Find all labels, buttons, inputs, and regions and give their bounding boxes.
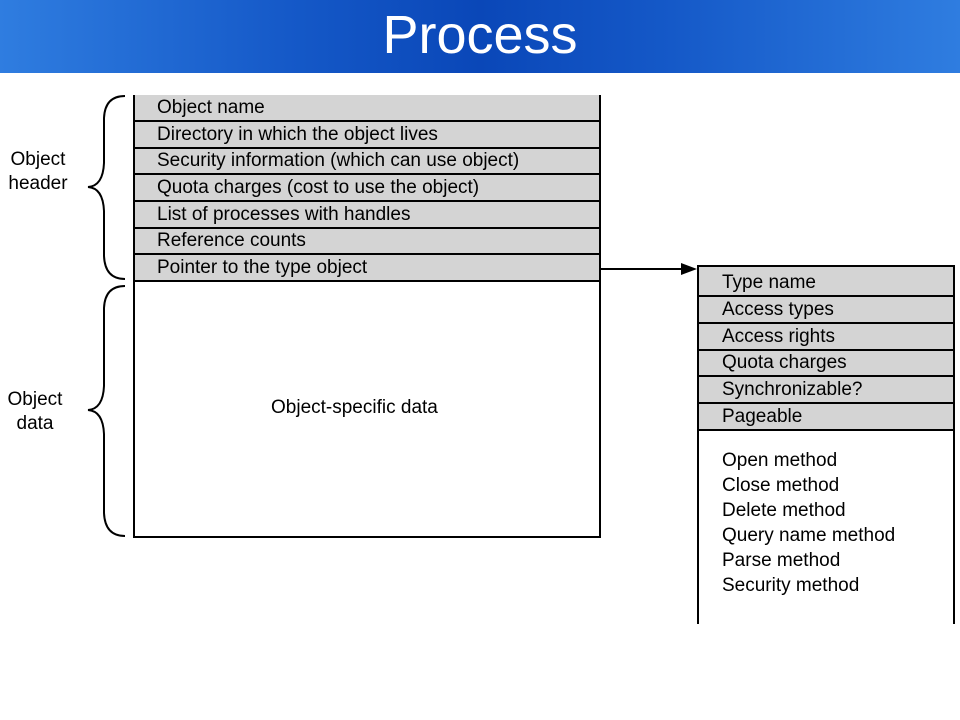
type-object-row: Access types: [699, 297, 953, 324]
method-item: Delete method: [722, 500, 846, 521]
type-object-row: Type name: [699, 267, 953, 297]
object-header-row: Object name: [135, 95, 599, 122]
object-header-row: Pointer to the type object: [135, 255, 599, 282]
object-header-label-line1: Object: [10, 149, 66, 170]
type-object-row: Synchronizable?: [699, 377, 953, 404]
type-object-row: Quota charges: [699, 351, 953, 377]
method-item: Open method: [722, 450, 838, 471]
object-header-label-line2: header: [8, 173, 68, 194]
object-box: [133, 95, 601, 538]
slide-title: Process: [382, 5, 578, 65]
object-header-row: Reference counts: [135, 229, 599, 255]
object-header-row: List of processes with handles: [135, 202, 599, 229]
object-header-row: Security information (which can use object): [135, 149, 599, 175]
object-header-brace: [88, 96, 125, 279]
object-data-brace: [88, 286, 125, 536]
object-data-label-line1: Object: [7, 389, 63, 410]
method-item: Parse method: [722, 550, 841, 571]
method-item: Query name method: [722, 525, 896, 546]
type-object-box: [697, 265, 955, 635]
object-data-label-line2: data: [16, 413, 54, 434]
object-specific-data-text: Object-specific data: [271, 397, 438, 418]
object-header-row: Quota charges (cost to use the object): [135, 175, 599, 202]
object-header-row: Directory in which the object lives: [135, 122, 599, 149]
type-object-row: Pageable: [699, 404, 953, 431]
pointer-arrowhead: [681, 263, 697, 275]
crop-cover: [690, 624, 960, 720]
object-data-label: [0, 388, 70, 436]
type-object-row: Access rights: [699, 324, 953, 351]
method-item: Security method: [722, 575, 860, 596]
method-item: Close method: [722, 475, 840, 496]
object-header-label: [0, 148, 76, 196]
